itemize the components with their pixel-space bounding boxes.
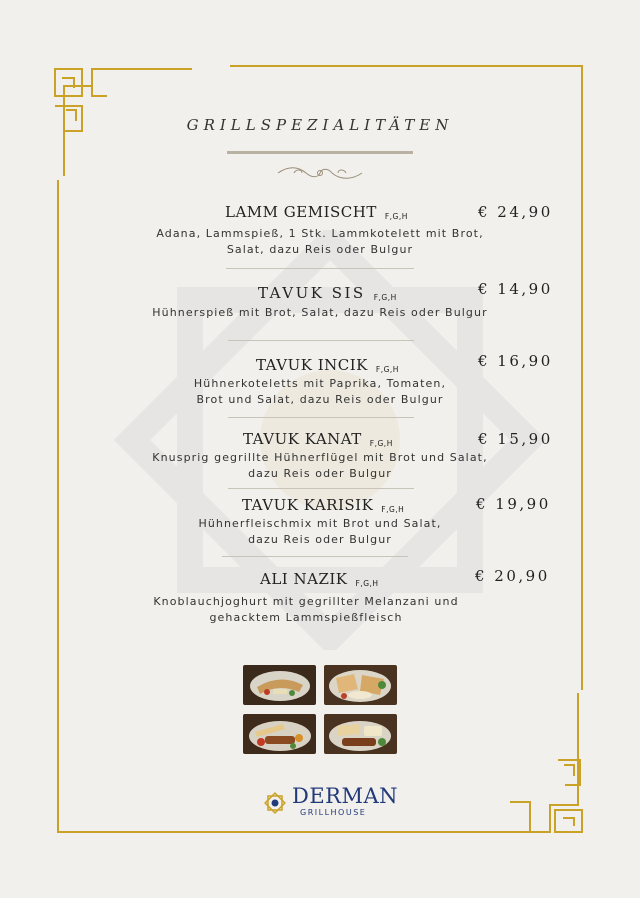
frame-right-line: [581, 65, 583, 690]
menu-item-name: [225, 203, 408, 221]
menu-item-description: gehacktem Lammspießfleisch: [209, 611, 403, 624]
menu-item-description: Hühnerspieß mit Brot, Salat, dazu Reis oder Bulgur: [152, 306, 488, 319]
menu-item-name: [258, 284, 397, 302]
item-title: LAMM GEMISCHT: [225, 203, 377, 221]
menu-item-description: Brot und Salat, dazu Reis oder Bulgur: [196, 393, 444, 406]
allergen-codes: F,G,H: [381, 505, 405, 514]
menu-item-description: Knoblauchjoghurt mit gegrillter Melanzani und: [153, 595, 459, 608]
food-photo-wrap-plate: [243, 665, 316, 705]
item-title: TAVUK KANAT: [243, 430, 362, 448]
item-separator: [228, 340, 414, 341]
page-title: GRILLSPEZIALITÄTEN: [186, 116, 454, 134]
menu-item-description: Knusprig gegrillte Hühnerflügel mit Brot und Salat,: [152, 451, 488, 464]
allergen-codes: F,G,H: [375, 365, 399, 374]
food-photo-chicken-skewers: [243, 714, 316, 754]
corner-ornament-bottom-right: [440, 690, 585, 835]
allergen-codes: F,G,H: [384, 212, 408, 221]
item-separator: [228, 488, 414, 489]
frame-top-line: [230, 65, 582, 67]
brand-logo: [262, 784, 399, 822]
item-separator: [226, 268, 414, 269]
brand-name: DERMAN: [292, 784, 399, 808]
allergen-codes: F,G,H: [355, 579, 379, 588]
item-separator: [222, 556, 408, 557]
menu-item-description: Salat, dazu Reis oder Bulgur: [226, 243, 414, 256]
item-title: TAVUK KARISIK: [242, 496, 374, 514]
menu-item-description: Adana, Lammspieß, 1 Stk. Lammkotelett mit Brot,: [156, 227, 484, 240]
item-title: ALI NAZIK: [260, 570, 348, 588]
menu-item-description: dazu Reis oder Bulgur: [248, 467, 392, 480]
item-separator: [228, 417, 414, 418]
menu-item-description: dazu Reis oder Bulgur: [248, 533, 392, 546]
allergen-codes: F,G,H: [373, 293, 397, 302]
menu-item-description: Hühnerfleischmix mit Brot und Salat,: [198, 517, 442, 530]
menu-item-name: [260, 570, 379, 588]
menu-item-description: Hühnerkoteletts mit Paprika, Tomaten,: [193, 377, 447, 390]
menu-item-price: € 19,90: [476, 495, 551, 513]
menu-item-price: € 24,90: [478, 203, 553, 221]
menu-item-name: [256, 356, 399, 374]
menu-item-name: [242, 496, 404, 514]
item-title: TAVUK SIS: [258, 284, 366, 302]
flower-icon: [262, 790, 288, 816]
menu-item-price: € 20,90: [475, 567, 550, 585]
food-photo-lamb-platter: [324, 714, 397, 754]
food-photo-mixed-grill: [324, 665, 397, 705]
menu-item-price: € 15,90: [478, 430, 553, 448]
frame-bottom-line: [57, 831, 447, 833]
menu-item-price: € 16,90: [478, 352, 553, 370]
title-rule: [227, 151, 413, 154]
flourish-ornament: [276, 164, 364, 182]
item-title: TAVUK INCIK: [256, 356, 368, 374]
frame-left-line: [57, 180, 59, 832]
brand-subtitle: GRILLHOUSE: [300, 808, 367, 817]
menu-item-price: € 14,90: [478, 280, 553, 298]
allergen-codes: F,G,H: [369, 439, 393, 448]
menu-item-name: [243, 430, 393, 448]
